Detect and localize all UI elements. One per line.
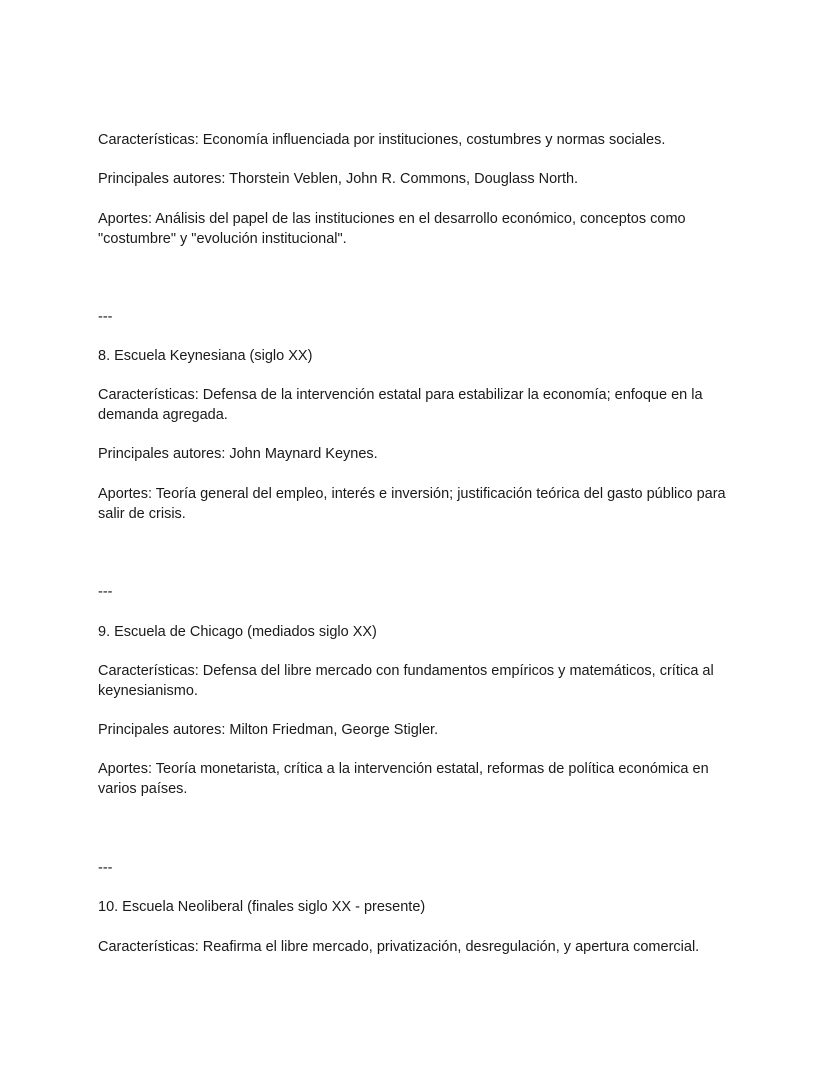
section9-caracteristicas: Características: Defensa del libre mercado con fundamentos empíricos y matemáticos, crítica al keynesianismo. xyxy=(98,662,714,699)
section10-caracteristicas: Características: Reafirma el libre mercado, privatización, desregulación, y apertura comercial. xyxy=(98,938,700,955)
section7-caracteristicas: Características: Economía influenciada por instituciones, costumbres y normas sociales. xyxy=(98,131,666,148)
section7-autores: Principales autores: Thorstein Veblen, John R. Commons, Douglass North. xyxy=(98,170,579,187)
section9-autores: Principales autores: Milton Friedman, George Stigler. xyxy=(98,721,439,738)
separator: --- xyxy=(98,859,113,876)
section10-title: 10. Escuela Neoliberal (finales siglo XX - presente) xyxy=(98,898,426,915)
separator: --- xyxy=(98,308,113,325)
section9-aportes: Aportes: Teoría monetarista, crítica a la intervención estatal, reformas de política económica en varios países. xyxy=(98,760,709,797)
section8-caracteristicas: Características: Defensa de la intervención estatal para estabilizar la economía; enfoque en la demanda agregada. xyxy=(98,386,703,423)
separator: --- xyxy=(98,583,113,600)
section7-aportes: Aportes: Análisis del papel de las instituciones en el desarrollo económico, conceptos como "costumbre" y "evolución institucional". xyxy=(98,210,686,247)
section9-title: 9. Escuela de Chicago (mediados siglo XX) xyxy=(98,623,377,640)
section8-aportes: Aportes: Teoría general del empleo, interés e inversión; justificación teórica del gasto público para salir de crisis. xyxy=(98,485,726,522)
section8-autores: Principales autores: John Maynard Keynes. xyxy=(98,445,378,462)
section8-title: 8. Escuela Keynesiana (siglo XX) xyxy=(98,347,313,364)
